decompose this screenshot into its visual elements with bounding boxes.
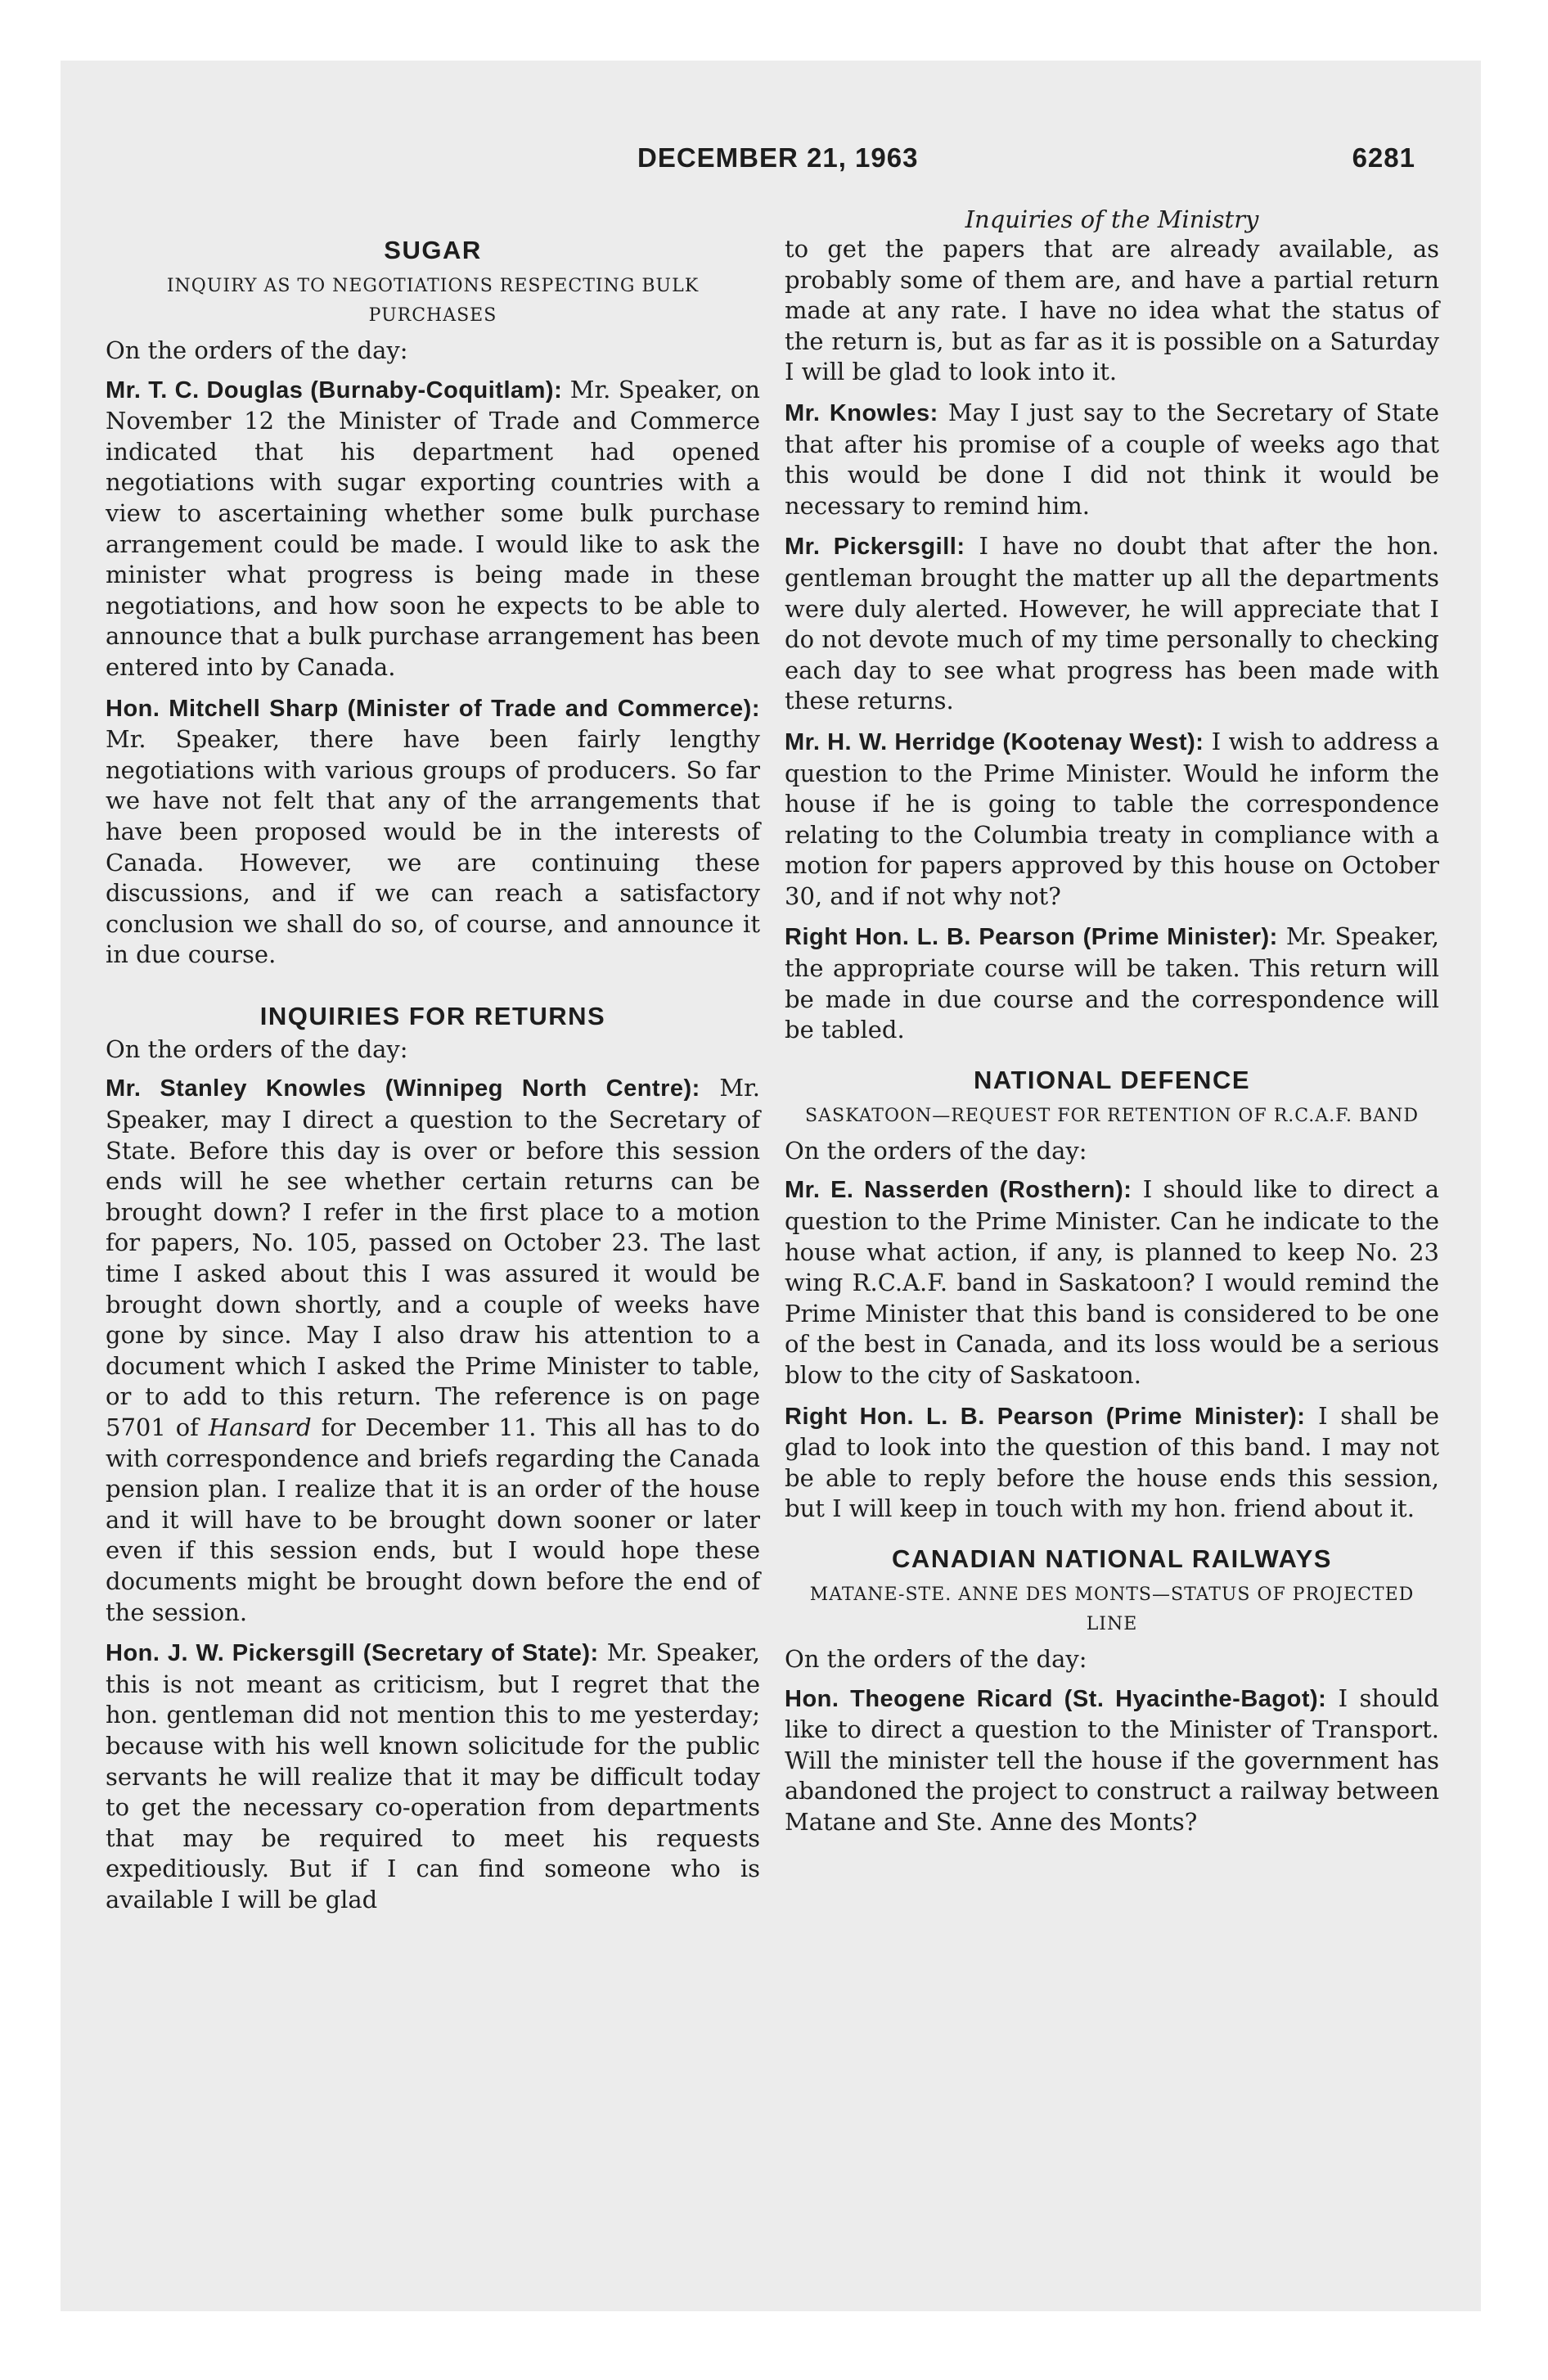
subhead-defence: SASKATOON—REQUEST FOR RETENTION OF R.C.A.F. BAND [805, 1105, 1419, 1126]
speech-nasserden [785, 1174, 1439, 1391]
speaker-name: Mr. T. C. Douglas (Burnaby-Coquitlam): [106, 376, 563, 403]
left-column [106, 210, 760, 1926]
page-header [61, 142, 1481, 192]
speech-knowles-2 [785, 398, 1439, 521]
speaker-name: Mr. Knowles: [785, 399, 938, 426]
speech-ricard [785, 1684, 1439, 1838]
speech-text: Mr. Speaker, the appropriate course will be taken. This return will be made in due course and the correspondence will be tabled. [785, 922, 1439, 1044]
section-title-returns: INQUIRIES FOR RETURNS [259, 1001, 606, 1030]
speech-pearson-2 [785, 1401, 1439, 1525]
orders-of-day: On the orders of the day: [785, 1644, 1087, 1673]
speech-pickersgill-2 [785, 531, 1439, 717]
speaker-name: Mr. E. Nasserden (Rosthern): [785, 1177, 1132, 1204]
hansard-title: Hansard [208, 1413, 312, 1441]
speaker-name: Hon. Theogene Ricard (St. Hyacinthe-Bagot): [785, 1685, 1327, 1712]
speech-text: May I just say to the Secretary of State that after his promise of a couple of weeks ago that this would be done I did not think it would be necessary to remind him. [785, 398, 1440, 520]
speech-pickersgill [106, 1638, 760, 1915]
speech-text: I shall be glad to look into the question of this band. I may not be able to reply before the house ends this session, but I will keep in touch with my hon. friend about it. [785, 1401, 1439, 1523]
speech-text: Mr. Speaker, may I direct a question to the Secretary of State. Before this day is over or before this session ends will he see whether certain returns can be brought down? I refer in the first place to a motion for papers, No. 105, passed on October 23. The last time I asked about this I was assured it would be brought down shortly, and a couple of weeks have gone by since. May I also draw his attention to a document which I asked the Prime Minister to table, or to add to this return. The reference is on page 5701 of [106, 1074, 760, 1441]
right-column [785, 205, 1440, 1848]
section-title-defence: NATIONAL DEFENCE [973, 1065, 1251, 1094]
page-number: 6281 [1352, 142, 1415, 173]
speaker-name: Hon. J. W. Pickersgill (Secretary of State): [106, 1640, 599, 1667]
speech-text: I have no doubt that after the hon. gentleman brought the matter up all the departments were duly alerted. However, he will appreciate that I do not devote much of my time personally to checking each day to see what progress has been made with these returns. [785, 532, 1439, 715]
page-sheet [61, 61, 1481, 2311]
speech-text-continued: for December 11. This all has to do with correspondence and briefs regarding the Canada pension plan. I realize that it is an order of the house and it will have to be brought down sooner or later even if this session ends, but I would hope these documents might be brought down before the end of the session. [106, 1413, 760, 1626]
speaker-name: Hon. Mitchell Sharp (Minister of Trade and Commerce): [106, 695, 760, 722]
speaker-name: Right Hon. L. B. Pearson (Prime Minister): [785, 924, 1278, 951]
speech-herridge [785, 727, 1439, 913]
speech-douglas [106, 375, 760, 683]
speech-sharp [106, 693, 760, 971]
subhead-railways: MATANE-STE. ANNE DES MONTS—STATUS OF PROJECTED LINE [809, 1584, 1415, 1634]
orders-of-day: On the orders of the day: [106, 1034, 408, 1063]
header-date: DECEMBER 21, 1963 [637, 142, 919, 173]
speech-text: Mr. Speaker, there have been fairly lengthy negotiations with various groups of producers. So far we have not felt that any of the arrangements that have been proposed would be in the interests of Canada. However, we are continuing these discussions, and if we can reach a satisfactory conclusion we shall do so, of course, and announce it in due course. [106, 725, 760, 969]
speaker-name: Right Hon. L. B. Pearson (Prime Minister): [785, 1403, 1306, 1430]
speech-text: I should like to direct a question to the Prime Minister. Can he indicate to the house what action, if any, is planned to keep No. 23 wing R.C.A.F. band in Saskatoon? I would remind the Prime Minister that this band is considered to be one of the best in Canada, and its loss would be a serious blow to the city of Saskatoon. [785, 1175, 1440, 1389]
speech-text: Mr. Speaker, on November 12 the Minister of Trade and Commerce indicated that his department had opened negotiations with sugar exporting countries with a view to ascertaining whether some bulk purchase arrangement could be made. I would like to ask the minister what progress is being made in these negotiations, and how soon he expects to be able to announce that a bulk purchase arrangement has been entered into by Canada. [106, 375, 760, 681]
speech-text: Mr. Speaker, this is not meant as criticism, but I regret that the hon. gentleman did not mention this to me yesterday; because with his well known solicitude for the public servants he will realize that it may be difficult today to get the necessary co-operation from departments that may be required to meet his requests expeditiously. But if I can find someone who is available I will be glad [106, 1639, 761, 1913]
speech-knowles [106, 1073, 760, 1628]
section-title-railways: CANADIAN NATIONAL RAILWAYS [892, 1544, 1332, 1573]
speaker-name: Mr. Stanley Knowles (Winnipeg North Centre): [106, 1075, 700, 1102]
orders-of-day: On the orders of the day: [106, 336, 408, 364]
orders-of-day: On the orders of the day: [785, 1136, 1087, 1165]
speaker-name: Mr. Pickersgill: [785, 534, 965, 561]
speech-text: I should like to direct a question to the Minister of Transport. Will the minister tell the house if the government has abandoned the project to construct a railway between Matane and Ste. Anne des Monts? [785, 1684, 1439, 1836]
running-head: Inquiries of the Ministry [965, 205, 1259, 233]
section-title-sugar: SUGAR [384, 236, 482, 264]
speech-continuation: to get the papers that are already available, as probably some of them are, and have a partial return made at any rate. I have no idea what the status of the return is, but as far as it is possible on a Saturday I will be glad to look into it. [785, 235, 1439, 386]
speech-pearson-1 [785, 922, 1439, 1045]
speaker-name: Mr. H. W. Herridge (Kootenay West): [785, 728, 1204, 755]
subhead-sugar: INQUIRY AS TO NEGOTIATIONS RESPECTING BULK PURCHASES [166, 276, 700, 326]
speech-text: I wish to address a question to the Prime Minister. Would he inform the house if he is going to table the correspondence relating to the Columbia treaty in compliance with a motion for papers approved by this house on October 30, and if not why not? [785, 727, 1439, 910]
